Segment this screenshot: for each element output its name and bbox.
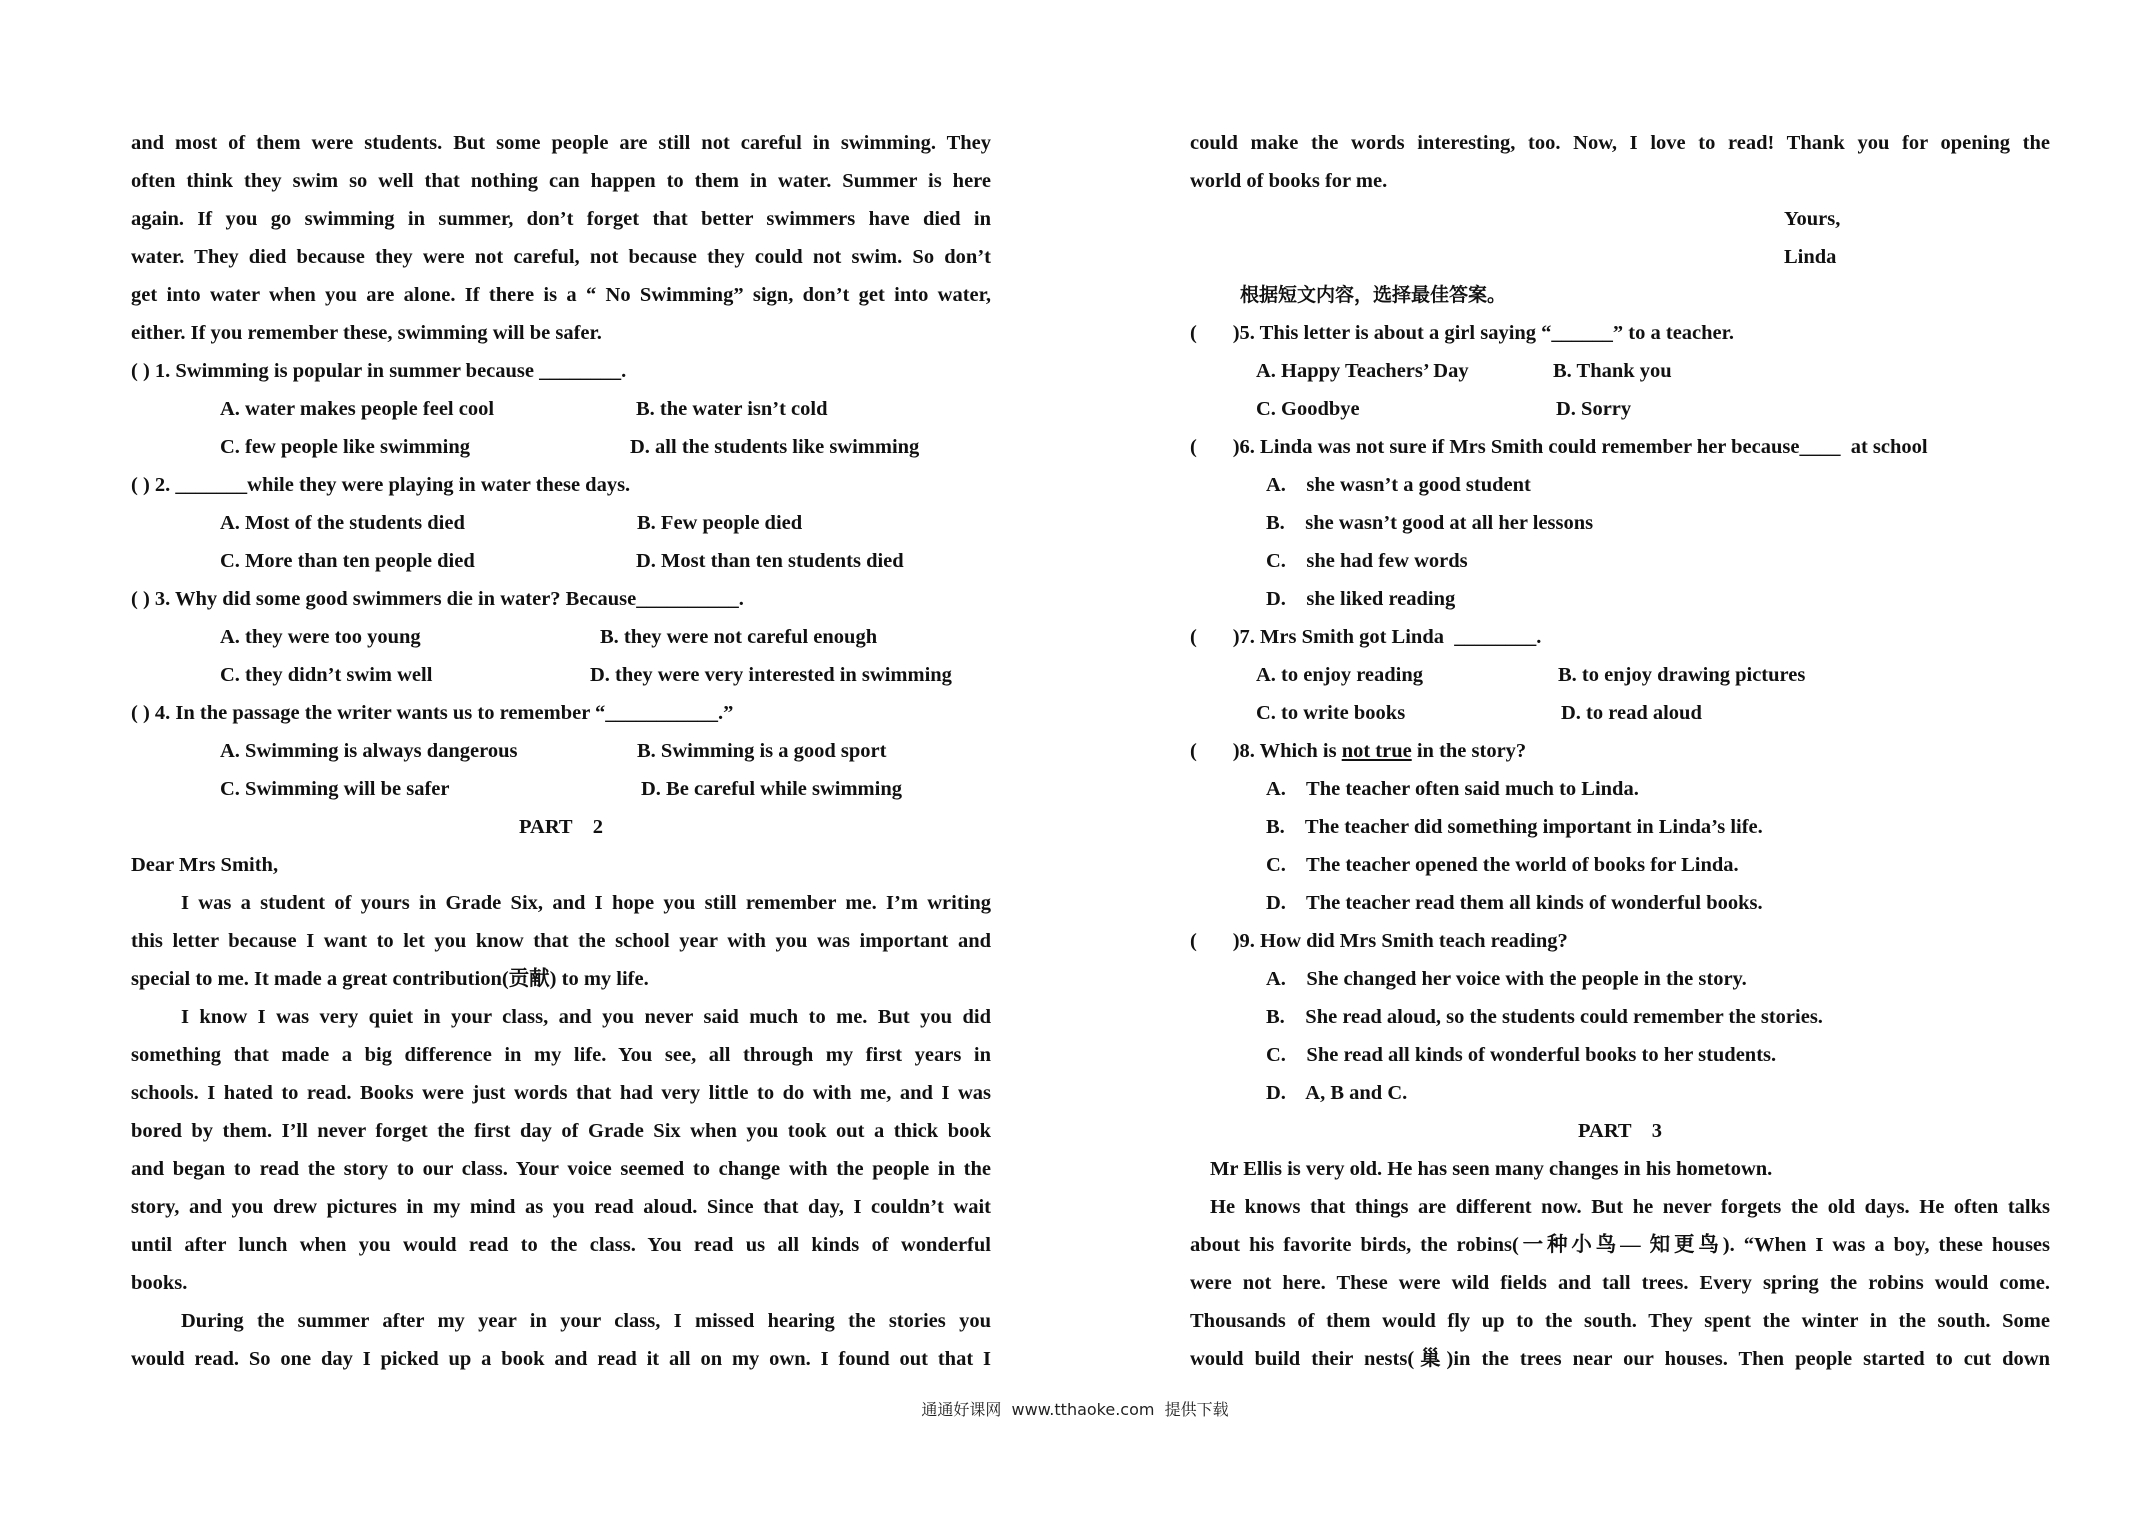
question-9-stem: ( )9. How did Mrs Smith teach reading? bbox=[1190, 930, 1568, 952]
question-5-options-row bbox=[1190, 390, 2050, 428]
option-d: D. to read aloud bbox=[1561, 702, 1702, 724]
question-6-stem: ( )6. Linda was not sure if Mrs Smith could remember her because____ at school bbox=[1190, 436, 1928, 458]
option-c: C. she had few words bbox=[1266, 550, 1468, 572]
question-3-stem: ( ) 3. Why did some good swimmers die in water? Because__________. bbox=[131, 588, 744, 610]
letter-greeting: Dear Mrs Smith, bbox=[131, 854, 279, 876]
letter-line: schools. I hated to read. Books were just words that had very little to do with me, and I was bbox=[131, 1082, 991, 1104]
letter-line: special to me. It made a great contribution(贡献) to my life. bbox=[131, 968, 649, 990]
option-b: B. The teacher did something important in Linda’s life. bbox=[1266, 816, 1763, 838]
page-footer: 通通好课网 www.tthaoke.com 提供下载 bbox=[921, 1400, 1229, 1419]
passage1-line: again. If you go swimming in summer, don’t forget that better swimmers have died in bbox=[131, 208, 991, 230]
option-b: B. Swimming is a good sport bbox=[637, 740, 887, 762]
passage3-line: about his favorite birds, the robins(一种小鸟— 知更鸟). “When I was a boy, these houses bbox=[1190, 1234, 2050, 1256]
letter-signature: Linda bbox=[1784, 246, 1837, 268]
question-4-options-row bbox=[131, 732, 991, 770]
option-b: B. she wasn’t good at all her lessons bbox=[1266, 512, 1594, 534]
letter-line: would read. So one day I picked up a book and read it all on my own. I found out that I bbox=[131, 1348, 991, 1370]
option-c: C. Swimming will be safer bbox=[220, 778, 450, 800]
letter-line: and began to read the story to our class. Your voice seemed to change with the people in the bbox=[131, 1158, 991, 1180]
option-b: B. She read aloud, so the students could remember the stories. bbox=[1266, 1006, 1823, 1028]
question-7-stem: ( )7. Mrs Smith got Linda ________. bbox=[1190, 626, 1542, 648]
option-b: B. to enjoy drawing pictures bbox=[1558, 664, 1806, 686]
passage1-line: either. If you remember these, swimming will be safer. bbox=[131, 322, 602, 344]
option-c: C. More than ten people died bbox=[220, 550, 475, 572]
option-d: D. Sorry bbox=[1556, 398, 1632, 420]
option-c: C. The teacher opened the world of books for Linda. bbox=[1266, 854, 1739, 876]
question-2-stem: ( ) 2. _______while they were playing in water these days. bbox=[131, 474, 631, 496]
letter-line: until after lunch when you would read to the class. You read us all kinds of wonderful bbox=[131, 1234, 991, 1256]
question-4-options-row bbox=[131, 770, 991, 808]
option-a: A. to enjoy reading bbox=[1256, 664, 1424, 686]
question-2-options-row bbox=[131, 542, 991, 580]
option-d: D. all the students like swimming bbox=[630, 436, 920, 458]
letter-line: this letter because I want to let you know that the school year with you was important and bbox=[131, 930, 991, 952]
option-a: A. she wasn’t a good student bbox=[1266, 474, 1531, 496]
option-a: A. She changed her voice with the people in the story. bbox=[1266, 968, 1747, 990]
letter-line: story, and you drew pictures in my mind as you read aloud. Since that day, I couldn’t wait bbox=[131, 1196, 991, 1218]
question-1-stem: ( ) 1. Swimming is popular in summer because ________. bbox=[131, 360, 627, 382]
letter-line: I was a student of yours in Grade Six, and I hope you still remember me. I’m writing bbox=[181, 892, 991, 914]
option-a: A. Swimming is always dangerous bbox=[220, 740, 518, 762]
option-a: A. water makes people feel cool bbox=[220, 398, 495, 420]
option-a: A. Happy Teachers’ Day bbox=[1256, 360, 1469, 382]
passage1-line: and most of them were students. But some people are still not careful in swimming. They bbox=[131, 132, 991, 154]
option-d: D. A, B and C. bbox=[1266, 1082, 1408, 1104]
option-d: D. Most than ten students died bbox=[636, 550, 904, 572]
option-c: C. to write books bbox=[1256, 702, 1406, 724]
letter-line: During the summer after my year in your class, I missed hearing the stories you bbox=[181, 1310, 991, 1332]
option-d: D. The teacher read them all kinds of wonderful books. bbox=[1266, 892, 1763, 914]
option-c: C. She read all kinds of wonderful books to her students. bbox=[1266, 1044, 1777, 1066]
question-3-options-row bbox=[131, 656, 991, 694]
letter-line: something that made a big difference in my life. You see, all through my first years in bbox=[131, 1044, 991, 1066]
letter-line: could make the words interesting, too. Now, I love to read! Thank you for opening the bbox=[1190, 132, 2050, 154]
option-c: C. few people like swimming bbox=[220, 436, 470, 458]
letter-line: books. bbox=[131, 1272, 188, 1294]
part-2-heading: PART 2 bbox=[519, 816, 603, 838]
underlined-phrase: not true bbox=[1341, 740, 1412, 762]
passage3-line: would build their nests(巢)in the trees near our houses. Then people started to cut down bbox=[1190, 1348, 2050, 1370]
letter-line: world of books for me. bbox=[1190, 170, 1388, 192]
letter-line: I know I was very quiet in your class, and you never said much to me. But you did bbox=[181, 1006, 991, 1028]
question-4-stem: ( ) 4. In the passage the writer wants us to remember “___________.” bbox=[131, 702, 734, 724]
question-3-options-row bbox=[131, 618, 991, 656]
option-b: B. the water isn’t cold bbox=[636, 398, 828, 420]
passage3-line: Thousands of them would fly up to the south. They spent the winter in the south. Some bbox=[1190, 1310, 2050, 1332]
option-d: D. she liked reading bbox=[1266, 588, 1456, 610]
question-5-stem: ( )5. This letter is about a girl saying “______” to a teacher. bbox=[1190, 322, 1734, 344]
option-a: A. they were too young bbox=[220, 626, 421, 648]
part-3-heading: PART 3 bbox=[1578, 1120, 1662, 1142]
option-c: C. Goodbye bbox=[1256, 398, 1360, 420]
passage1-line: water. They died because they were not careful, not because they could not swim. So don’t bbox=[131, 246, 991, 268]
option-b: B. they were not careful enough bbox=[600, 626, 878, 648]
instruction: 根据短文内容，选择最佳答案。 bbox=[1240, 284, 1507, 306]
option-c: C. they didn’t swim well bbox=[220, 664, 433, 686]
option-a: A. Most of the students died bbox=[220, 512, 465, 534]
passage3-line: were not here. These were wild fields and tall trees. Every spring the robins would come. bbox=[1190, 1272, 2050, 1294]
option-d: D. Be careful while swimming bbox=[641, 778, 902, 800]
left-column bbox=[131, 124, 991, 1378]
passage3-line: Mr Ellis is very old. He has seen many changes in his hometown. bbox=[1210, 1158, 1773, 1180]
letter-closing: Yours, bbox=[1784, 208, 1841, 230]
option-b: B. Thank you bbox=[1553, 360, 1672, 382]
option-b: B. Few people died bbox=[637, 512, 803, 534]
option-a: A. The teacher often said much to Linda. bbox=[1266, 778, 1639, 800]
option-d: D. they were very interested in swimming bbox=[590, 664, 952, 686]
passage1-line: get into water when you are alone. If there is a “ No Swimming” sign, don’t get into water, bbox=[131, 284, 991, 306]
question-7-options-row bbox=[1190, 694, 2050, 732]
question-7-options-row bbox=[1190, 656, 2050, 694]
question-1-options-row bbox=[131, 428, 991, 466]
passage3-line: He knows that things are different now. But he never forgets the old days. He often talks bbox=[1210, 1196, 2050, 1218]
question-8-stem: ( )8. Which is not true in the story? bbox=[1190, 740, 1527, 762]
right-column bbox=[1190, 124, 2050, 1378]
question-1-options-row bbox=[131, 390, 991, 428]
passage1-line: often think they swim so well that nothing can happen to them in water. Summer is here bbox=[131, 170, 991, 192]
letter-line: bored by them. I’ll never forget the first day of Grade Six when you took out a thick book bbox=[131, 1120, 991, 1142]
question-5-options-row bbox=[1190, 352, 2050, 390]
question-2-options-row bbox=[131, 504, 991, 542]
